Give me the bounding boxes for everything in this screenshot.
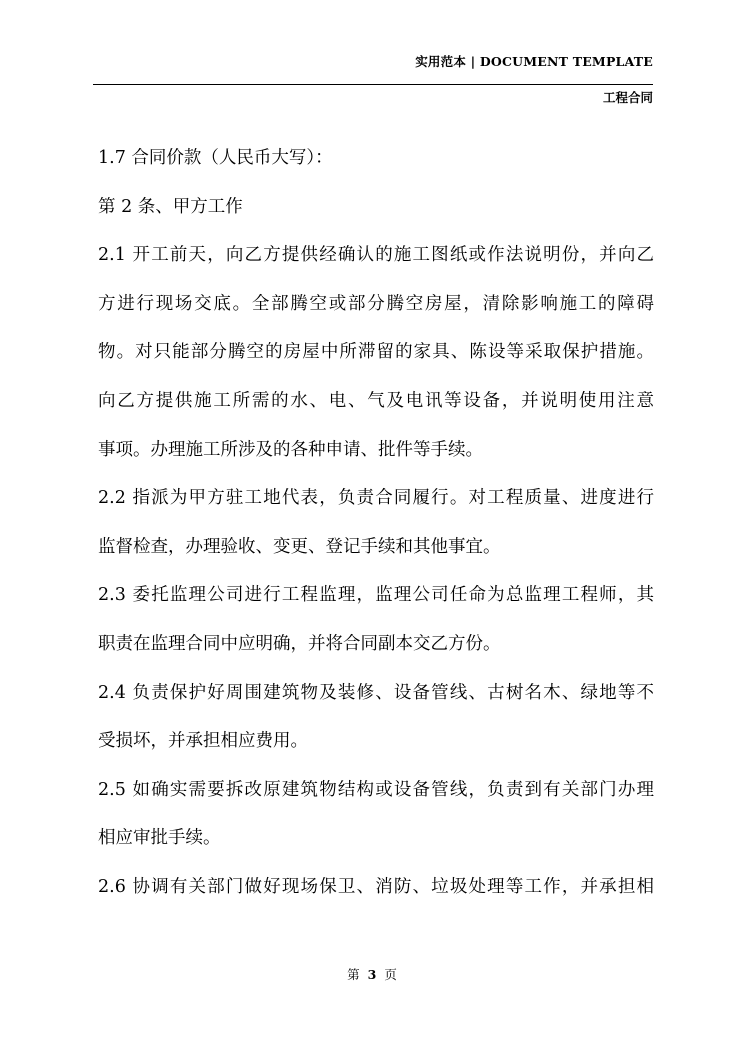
page-number: 3 <box>367 967 377 982</box>
paragraph-line: 相应审批手续。 <box>98 828 221 849</box>
page-number-suffix: 页 <box>384 967 397 982</box>
paragraph-line: 2.3 委托监理公司进行工程监理，监理公司任命为总监理工程师，其 <box>98 585 654 606</box>
page-number-prefix: 第 <box>347 967 360 982</box>
document-body <box>98 141 654 919</box>
paragraph-line: 2.6 协调有关部门做好现场保卫、消防、垃圾处理等工作，并承担相 <box>98 876 654 897</box>
paragraph-line: 2.1 开工前天，向乙方提供经确认的施工图纸或作法说明份，并向乙 <box>98 245 654 266</box>
clause-1-7: 1.7 合同价款（人民币大写）： <box>98 148 333 168</box>
header-divider <box>93 84 653 85</box>
paragraph-line: 2.2 指派为甲方驻工地代表，负责合同履行。对工程质量、进度进行 <box>98 488 654 509</box>
article-2-heading: 第 2 条、甲方工作 <box>98 196 243 217</box>
paragraph-line: 监督检查，办理验收、变更、登记手续和其他事宜。 <box>98 536 501 557</box>
paragraph-line: 受损坏，并承担相应费用。 <box>98 731 308 752</box>
page-footer <box>0 965 744 983</box>
header-subtitle: 工程合同 <box>602 90 653 105</box>
paragraph-line: 物。对只能部分腾空的房屋中所滞留的家具、陈设等采取保护措施。 <box>98 342 654 363</box>
header-title: 实用范本 | DOCUMENT TEMPLATE <box>415 54 653 69</box>
page-header <box>93 52 653 112</box>
paragraph-line: 事项。办理施工所涉及的各种申请、批件等手续。 <box>98 439 483 460</box>
paragraph-line: 方进行现场交底。全部腾空或部分腾空房屋，清除影响施工的障碍 <box>98 293 654 314</box>
paragraph-line: 2.4 负责保护好周围建筑物及装修、设备管线、古树名木、绿地等不 <box>98 682 654 703</box>
paragraph-line: 职责在监理合同中应明确，并将合同副本交乙方份。 <box>98 633 501 654</box>
paragraph-line: 2.5 如确实需要拆改原建筑物结构或设备管线，负责到有关部门办理 <box>98 779 654 800</box>
paragraph-line: 向乙方提供施工所需的水、电、气及电讯等设备，并说明使用注意 <box>98 390 654 411</box>
